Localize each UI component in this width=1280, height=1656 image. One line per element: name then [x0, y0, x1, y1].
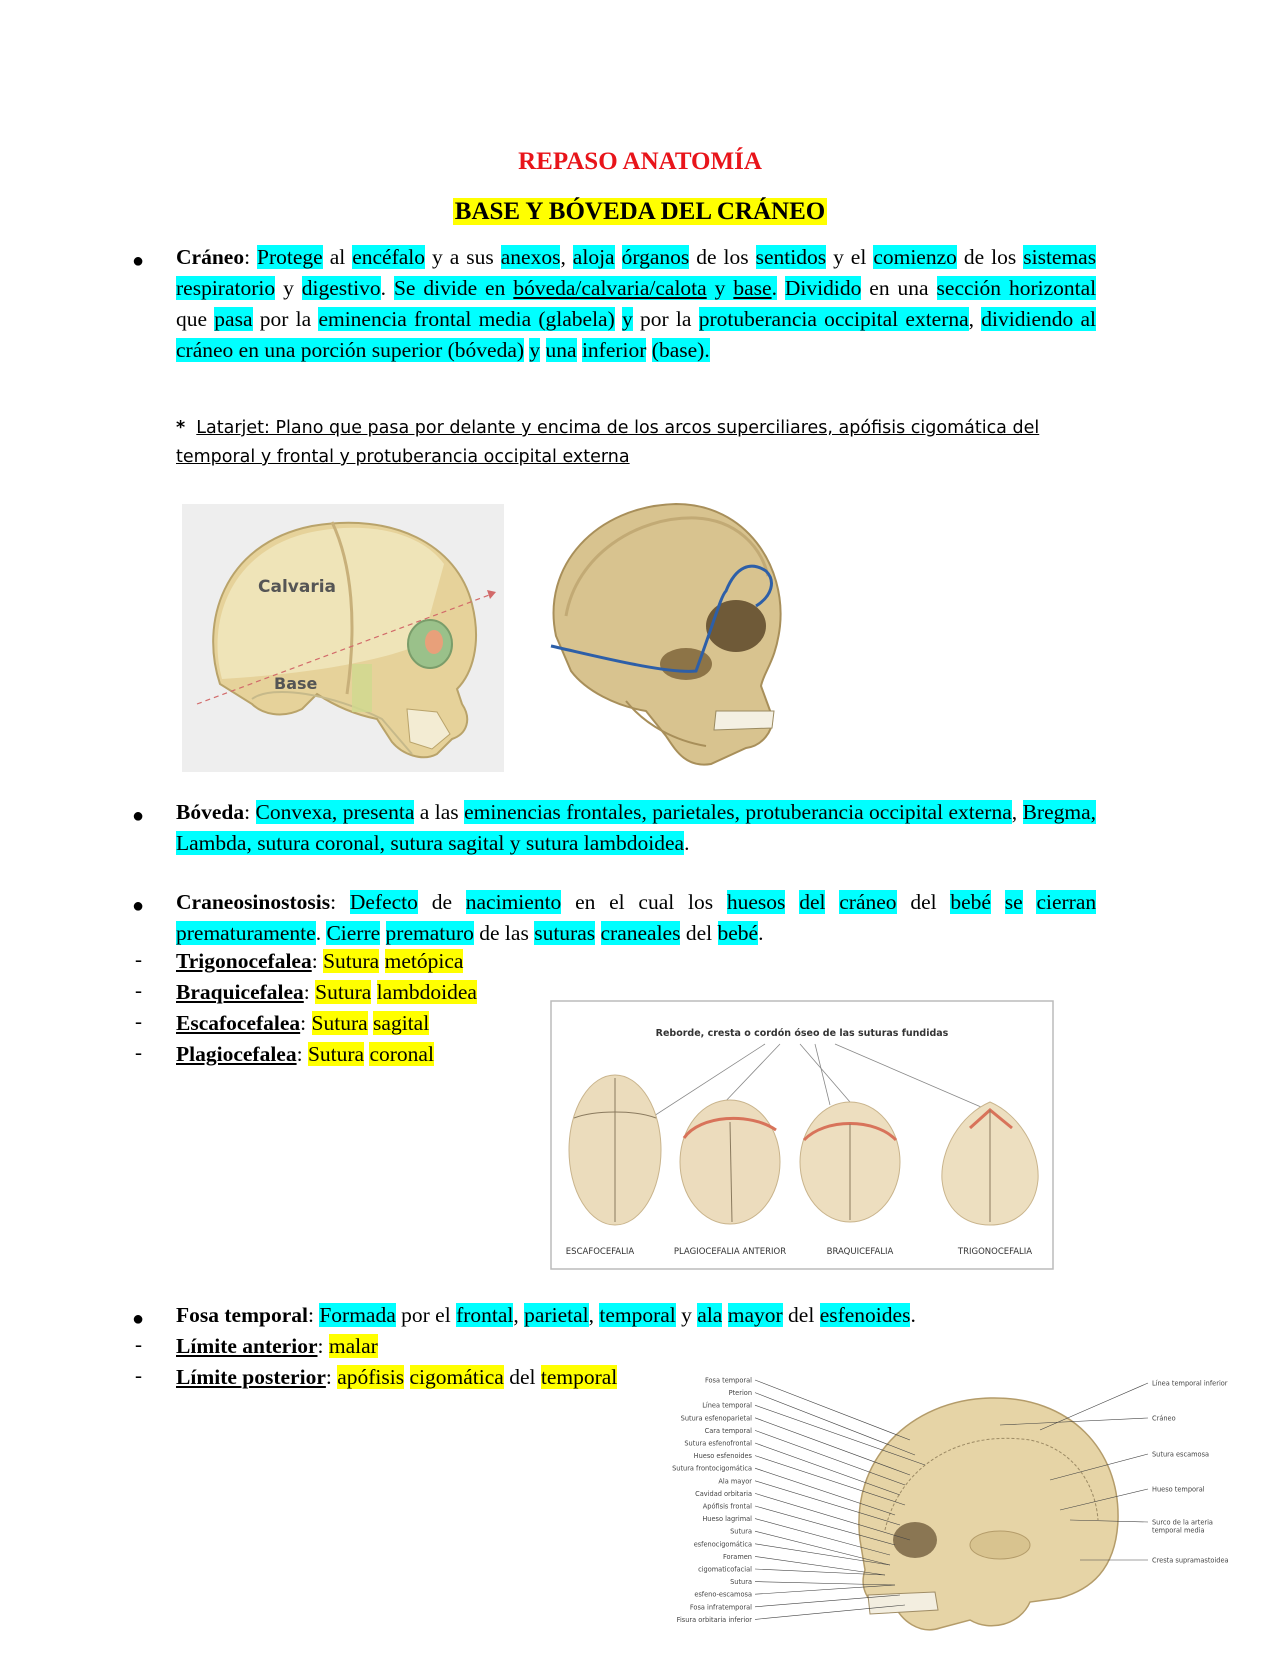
figure-label: Hueso esfenoides: [693, 1452, 752, 1461]
latarjet-note: * Latarjet: Plano que pasa por delante y encima de los arcos superciliares, apófisis cigomática del temporal y frontal y protuberancia occipital externa: [176, 418, 1040, 467]
page-title: REPASO ANATOMÍA: [518, 148, 762, 175]
boveda-paragraph: Bóveda: Convexa, presenta a las eminencias frontales, parietales, protuberancia occipital externa, Bregma, Lambda, sutura coronal, sutura sagital y sutura lambdoidea.: [176, 800, 1097, 855]
leader-line: [755, 1393, 915, 1455]
figure-label: Cresta supramastoidea: [1152, 1556, 1229, 1565]
figure-label: BRAQUICEFALIA: [826, 1247, 894, 1257]
figure-label: Cráneo: [1152, 1414, 1176, 1423]
list-item: Escafocefalea: Sutura sagital: [176, 1011, 430, 1035]
figure-label: Hueso lagrimal: [702, 1515, 752, 1524]
base-label: Base: [274, 674, 318, 693]
figure-label: PLAGIOCEFALIA ANTERIOR: [673, 1247, 787, 1257]
figure-label: Sutura frontocigomática: [672, 1464, 752, 1473]
fosa-paragraph: Fosa temporal: Formada por el frontal, parietal, temporal y ala mayor del esfenoides.: [176, 1303, 916, 1327]
figure-label: Línea temporal inferior: [1152, 1379, 1228, 1388]
figure-label: Fosa infratemporal: [689, 1603, 752, 1612]
list-item: Plagiocefalea: Sutura coronal: [176, 1042, 434, 1066]
figure-label: TRIGONOCEFALIA: [957, 1247, 1033, 1257]
figure-label: Hueso temporal: [1152, 1485, 1205, 1494]
leader-line: [755, 1380, 910, 1440]
temporal-fossa-figure: [672, 1370, 1230, 1650]
figure-label: cigomaticofacial: [698, 1565, 752, 1574]
figure-caption: Reborde, cresta o cordón óseo de las suturas fundidas: [655, 1028, 949, 1039]
craneosinostosis-paragraph: Craneosinostosis: Defecto de nacimiento en el cual los huesos del cráneo del bebé se cierran prematuramente. Cierre prematuro de las suturas craneales del bebé.: [176, 890, 1097, 945]
figure-label: Surco de la arteria: [1152, 1518, 1213, 1527]
figure-label: Apófisis frontal: [702, 1502, 752, 1511]
figure-label: temporal media: [1152, 1526, 1205, 1535]
calvaria-base-figure: [182, 504, 504, 772]
figure-label: ESCAFOCEFALIA: [565, 1247, 635, 1257]
figure-label: Fisura orbitaria inferior: [676, 1615, 752, 1624]
figure-label: Pterion: [728, 1389, 752, 1398]
figure-label: Foramen: [722, 1552, 752, 1561]
craniosynostosis-figure: [550, 1000, 1054, 1270]
figure-label: Sutura escamosa: [1152, 1450, 1210, 1459]
page-subtitle: BASE Y BÓVEDA DEL CRÁNEO: [454, 198, 826, 225]
craneo-paragraph: Cráneo: Protege al encéfalo y a sus anexos, aloja órganos de los sentidos y el comienzo de los sistemas respiratorio y digestivo. Se divide en bóveda/calvaria/calota y base. Dividido en una sección horizontal que pasa por la eminencia frontal media (glabela) y por la protuberancia occipital externa, dividiendo al cráneo en una porción superior (bóveda) y una inferior (base).: [176, 245, 1097, 362]
figure-label: Ala mayor: [718, 1477, 752, 1486]
document-page: REPASO ANATOMÍA BASE Y BÓVEDA DEL CRÁNEO ● Cráneo: Protege al encéfalo y a sus anexos, aloja órganos de los sentidos y el comienzo de los sistemas respiratorio y digestivo. Se divide en bóveda/calvaria/calota y base. Dividido en una sección horizontal que pasa por la eminencia frontal media (glabela) y por la protuberancia occipital externa, dividiendo al cráneo en una porción superior (bóveda) y una inferior (base). * Latarjet: Plano que pasa por delante y encima de los arcos superciliares, apófisis cigomática del temporal y frontal y protuberancia occipital externa Calvaria Base ● Bóveda: Convexa, presenta a las eminencias frontales, parietales, protuberancia occipital externa, Bregma, Lambda, sutura coronal, sutura sagital y sutura lambdoidea. ● Craneosinostosis: Defecto de nacimiento en el cual los huesos del cráneo del bebé se cierran prematuramente. Cierre prematuro de las suturas craneales del bebé. - Trigonocefalea: Sutura metópica - Braquicefalea: Sutura lambdoidea - Escafocefalea: Sutura sagital - Plagiocefalea: Sutura coronal Reborde, cresta o cordón óseo de las suturas fundidas ESCAFOCEFALIA PLAGIOCEFALIA ANTERIOR BRAQUICEFALIA TRIGONOCEFALIA ● Fosa temporal: Formada por el frontal, parietal, temporal y ala mayor del esfenoides. - Límite anterior: malar - Límite posterior: apófisis cigomática del temporal Fosa temporal Pterion Línea temporal Sutura esfenoparietal Cara temporal Sutura esfenofrontal Hueso esfenoides Sutura frontocigomática Ala mayor Cavidad orbitaria Apófisis frontal Hueso lagrimal Sutura esfenocigomática Foramen cigomaticofacial Sutura esfeno-escamosa Fosa infratemporal Fisura orbitaria inferior Línea temporal inferior Cráneo Sutura escamosa Hueso temporal Surco de la arteria temporal media Cresta supramastoidea: [0, 0, 1280, 1656]
figure-label: Línea temporal: [702, 1401, 752, 1410]
list-item: Límite posterior: apófisis cigomática del temporal: [176, 1365, 618, 1389]
list-item: Braquicefalea: Sutura lambdoidea: [176, 980, 477, 1004]
list-item: Trigonocefalea: Sutura metópica: [176, 949, 464, 973]
figure-label: Fosa temporal: [704, 1376, 752, 1385]
figure-label: Sutura esfenoparietal: [680, 1414, 752, 1423]
bullet-icon: ●: [132, 250, 145, 272]
bullet-icon: ●: [132, 805, 145, 827]
bullet-icon: ●: [132, 895, 145, 917]
calvaria-label: Calvaria: [258, 577, 337, 597]
figure-label: esfenocigomática: [693, 1540, 752, 1549]
list-item: Límite anterior: malar: [176, 1334, 378, 1358]
figure-label: Cavidad orbitaria: [695, 1489, 752, 1498]
figure-label: Sutura: [730, 1578, 752, 1587]
figure-label: esfeno-escamosa: [694, 1590, 752, 1599]
skull-plane-figure: [536, 496, 792, 770]
figure-label: Sutura esfenofrontal: [684, 1439, 752, 1448]
bullet-icon: ●: [132, 1308, 145, 1330]
figure-label: Cara temporal: [704, 1426, 752, 1435]
figure-label: Sutura: [730, 1527, 752, 1536]
leader-line: [1040, 1383, 1148, 1430]
